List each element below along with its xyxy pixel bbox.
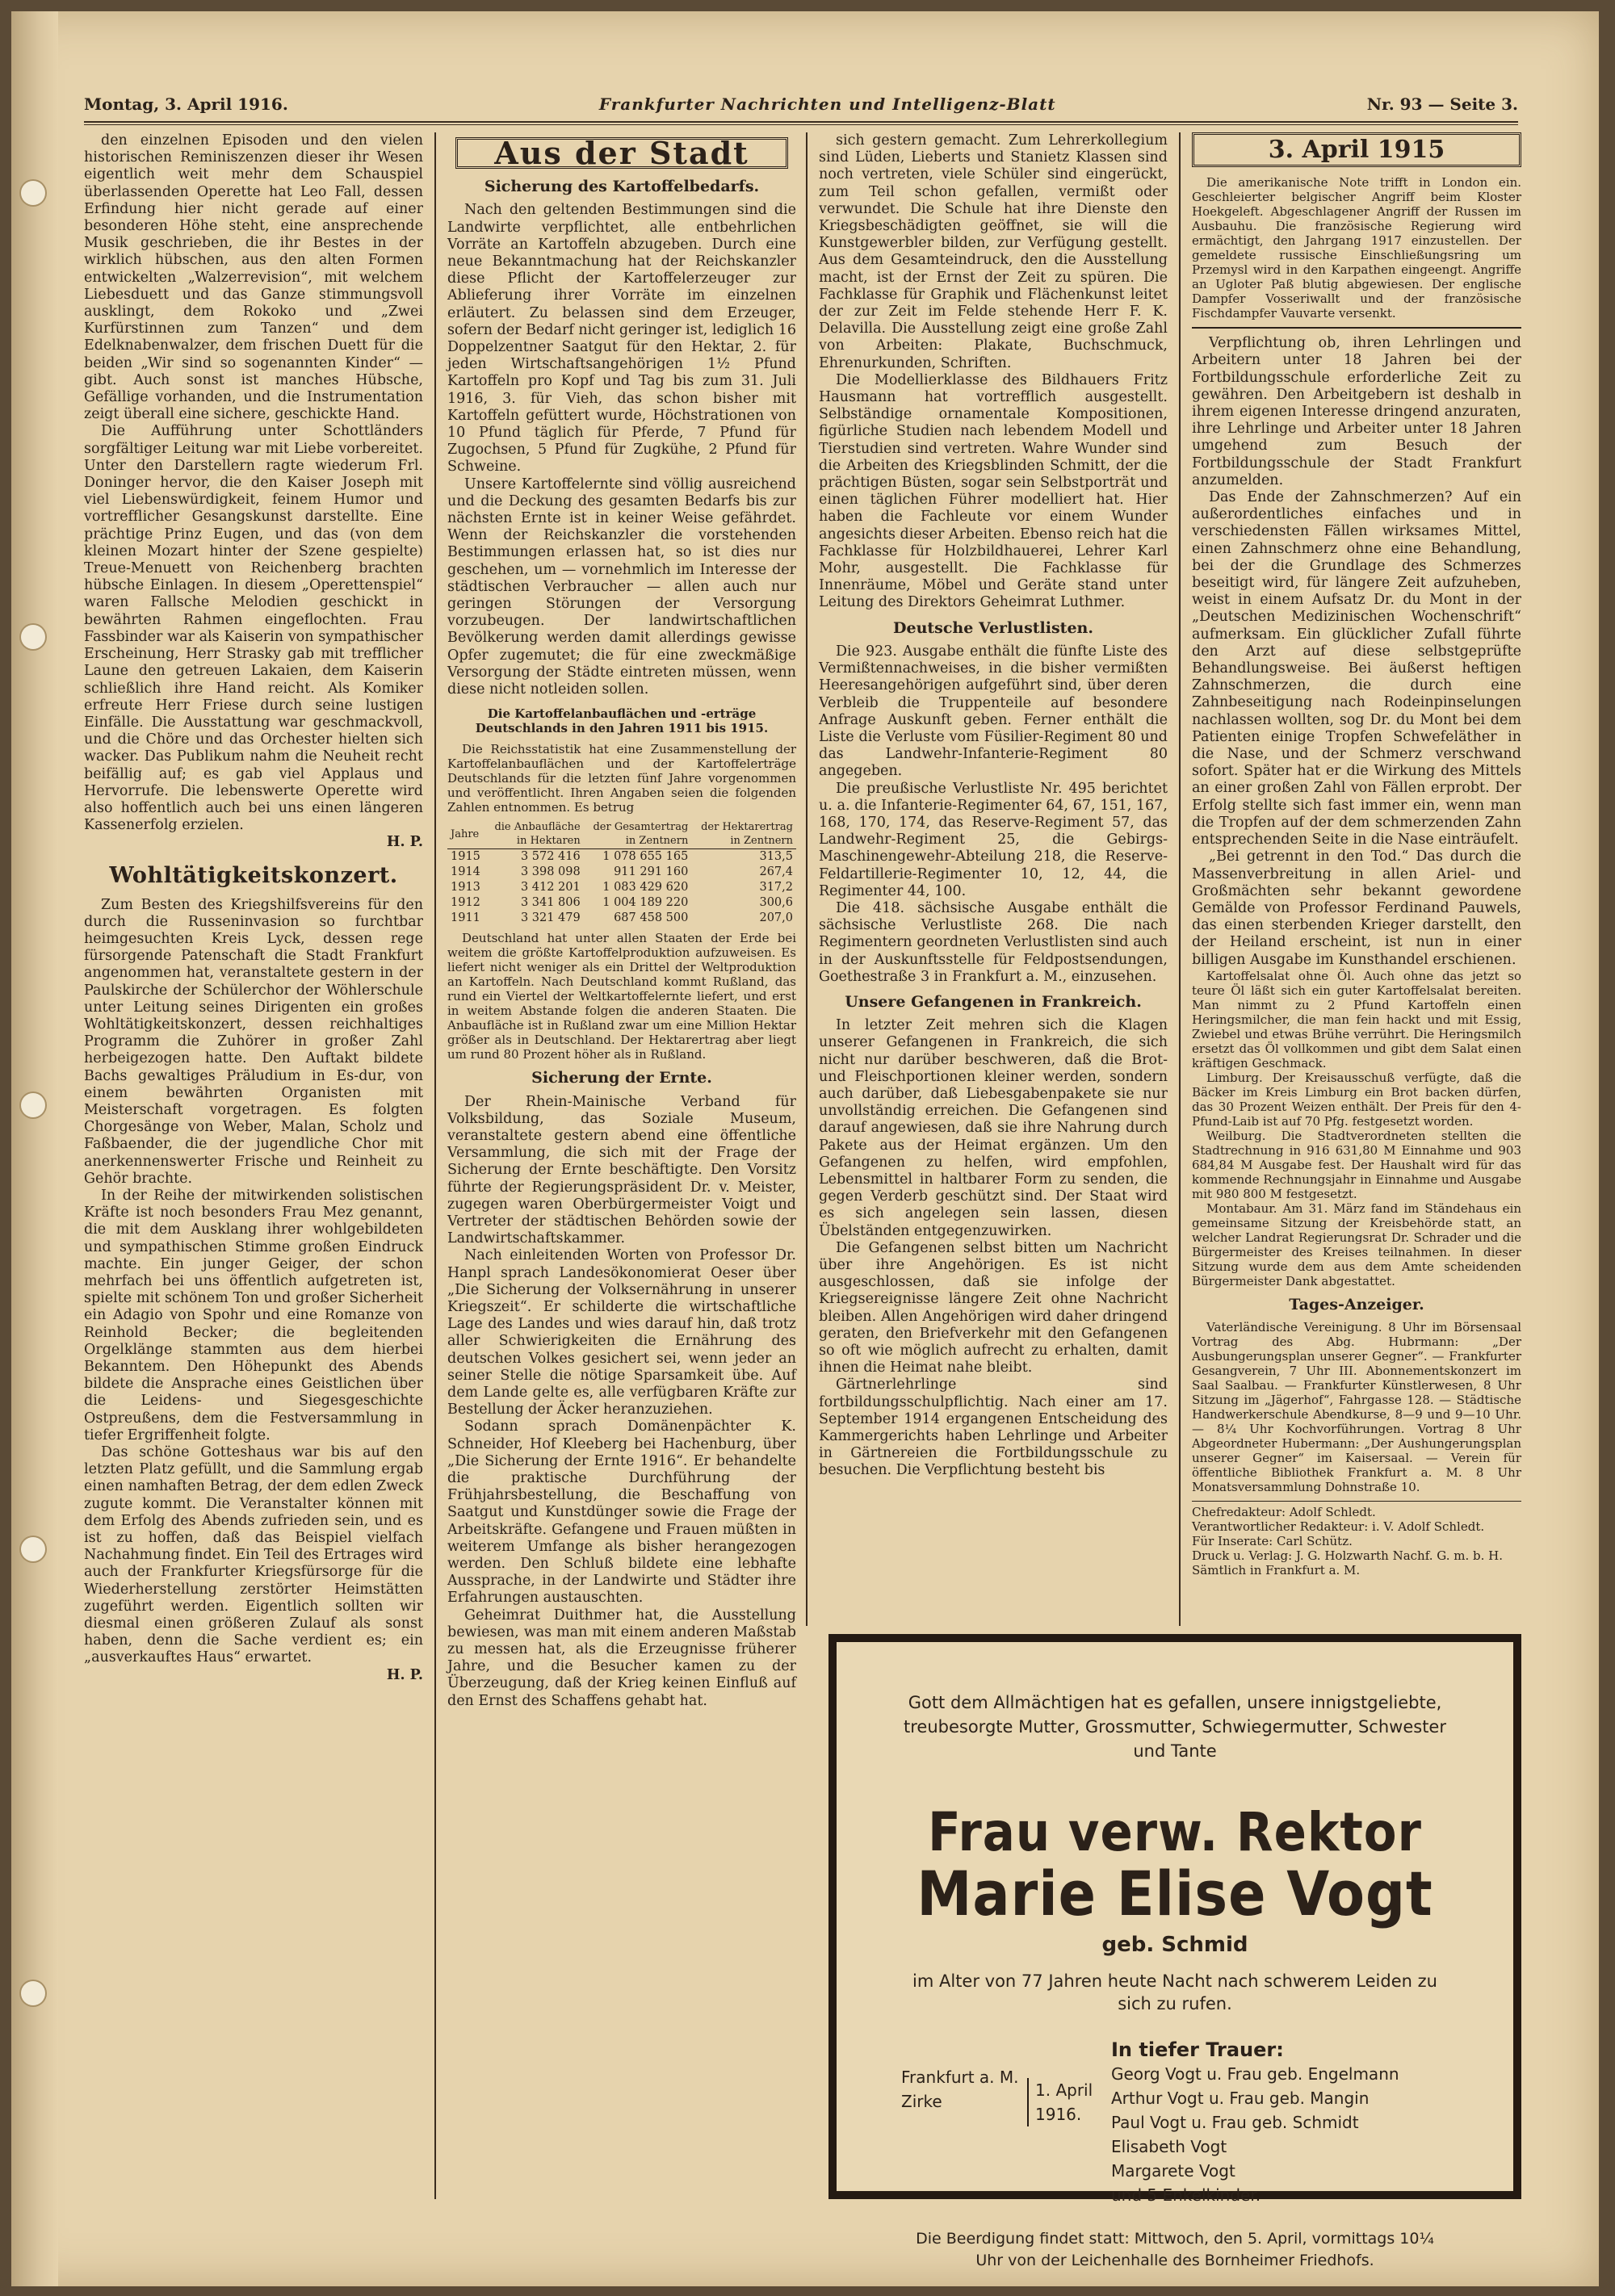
column-2 (447, 132, 796, 1710)
event-listing: Vaterländische Vereinigung. 8 Uhr im Börsensaal Vortrag des Abg. Hubrmann: „Der Ausbungerungsplan unserer Gegner“. — Frankfurter Gesangverein, 7 Uhr III. Abonnementskonzert im Saal Saalbau. — Frankfurter Künstlerwesen, 8 Uhr Sitzung im „Jägerhof“, Fahrgasse 128. — Städtische Handwerkerschule Abendkurse, 8—9 und 9—10 Uhr. — 8¼ Uhr Kochvorführungen. Vortrag 8 Uhr Abgeordneter Hubermann: „Der Aushungerungsplan unserer Gegner“ im Kaisersaal. — Verein für öffentliche Bibliothek Frankfurt a. M. 8 Uhr Monatsversammlung Dohnstraße 10. (1192, 1319, 1521, 1494)
masthead-date: Montag, 3. April 1916. (84, 94, 288, 114)
table-cell: 207,0 (759, 911, 793, 925)
obituary-notice (828, 1634, 1521, 2269)
binding-edge (11, 11, 58, 2286)
maiden-name: geb. Schmid (1101, 1933, 1248, 1957)
headline-deutsche-verlustlisten: Deutsche Verlustlisten. (893, 618, 1093, 637)
headline-tages-anzeiger: Tages-Anzeiger. (1289, 1295, 1424, 1313)
table-cell: 1 078 655 165 (602, 850, 689, 864)
table-cell: 3 341 806 (520, 896, 581, 910)
table-title: Die Kartoffelanbauflächen und -erträge Deutschlands in den Jahren 1911 bis 1915. (475, 706, 769, 736)
mourner: Georg Vogt u. Frau geb. Engelmann (1111, 2064, 1399, 2084)
table-cell: 3 398 098 (520, 865, 581, 879)
local-news-montabaur: Montabaur. Am 31. März fand im Ständehaus ein gemeinsame Sitzung der Kreisbehörde statt, an welcher Landrat Regierungsrat Dr. Schrader und die Bürgermeister des Kreises teilnahmen. In dieser Sitzung wurde dem aus dem Amte scheidenden Bürgermeister Dank abgestattet. (1192, 1200, 1521, 1288)
article-paragraph: „Bei getrennt in den Tod.“ Das durch die Massenverbreitung in allen Ariel- und Großmächten sehr bekannt gewordene Gemälde von Professor Ferdinand Pauwels, das einen sterbenden Krieger darstellt, den der Heiland erscheint, ist nun in einer billigen Ausgabe im Kunsthandel erschienen. (1192, 848, 1521, 968)
deceased-full-name: Marie Elise Vogt (917, 1858, 1433, 1929)
author-signature: H. P. (386, 1666, 423, 1683)
column-1 (84, 132, 423, 1684)
section-header-aus-der-stadt: Aus der Stadt (455, 137, 788, 169)
binding-hole (21, 1537, 45, 1561)
mourners-heading: In tiefer Trauer: (1111, 2038, 1284, 2061)
imprint-line: Für Inserate: Carl Schütz. (1192, 1533, 1353, 1548)
imprint-line: Chefredakteur: Adolf Schledt. (1192, 1504, 1376, 1519)
mourner: Paul Vogt u. Frau geb. Schmidt (1111, 2113, 1359, 2132)
table-cell: 911 291 160 (614, 865, 689, 879)
table-cell: 3 572 416 (520, 850, 581, 864)
deceased-name (901, 1802, 1449, 1928)
headline-gefangene-frankreich: Unsere Gefangenen in Frankreich. (845, 992, 1142, 1011)
headline-kartoffelbedarf: Sicherung des Kartoffelbedarfs. (484, 178, 760, 196)
article-paragraph: sich gestern gemacht. Zum Lehrerkollegium sind Lüden, Lieberts und Stanietz Klassen sind noch vertreten, viele Schüler sind eingerückt, zum Teil schon gefallen, vermißt oder verwundet. Die Schule hat ihre Dienste den Kriegsbeschädigten geöffnet, sie will die Kunstgewerbler bilden, zur Verfügung gestellt. Aus dem Gesamteindruck, den die Ausstellung macht, ist der Ernst der Zeit zu spüren. Die Fachklasse für Graphik und Flächenkunst leitet der zur Zeit im Felde stehende Herr F. K. Delavilla. Die Ausstellung zeigt eine große Zahl von Arbeiten: Plakate, Buchschmuck, Ehrenurkunden, Schriften. (819, 132, 1168, 371)
article-paragraph: Die preußische Verlustliste Nr. 495 berichtet u. a. die Infanterie-Regimenter 64, 67, 151, 167, 168, 170, 174, das Reserve-Regiment 57, das Landwehr-Regiment 25, die Gebirgs-Maschinengewehr-Abteilung 218, die Reserve-Feldartillerie-Regimenter 10, 12, 44, die Regimenter 44, 100. (819, 780, 1168, 899)
headline-wohltaetigkeitskonzert: Wohltätigkeitskonzert. (109, 862, 398, 888)
article-paragraph: In der Reihe der mitwirkenden solistischen Kräfte ist noch besonders Frau Mez genannt, die mit dem Ausklang ihrer wohlgebildeten und sympathischen Stimme großen Eindruck machte. Ein junger Geiger, der schon mehrfach bei uns öffentlich aufgetreten ist, spielte mit schönem Ton und großer Sicherheit ein Adagio von Spohr und eine Romanze von Reinhold Becker; die begleitenden Orgelklänge stammten aus dem hierbei Bekanntem. Den Höhepunkt des Abends bildete die Ansprache eines Geistlichen über die Leidens- und Siegesgeschichte Ostpreußens, dem die Festversammlung in tiefer Ergriffenheit folgte. (84, 1187, 423, 1443)
article-paragraph: Das Ende der Zahnschmerzen? Auf ein außerordentliches einfaches und in verschiedensten Fällen wirksames Mittel, einen Zahnschmerz ohne eine Behandlung, bei der die Grundlage des Schmerzes beseitigt wird, für längere Zeit aufzuheben, weist in einem Aufsatz Dr. du Mont in der „Deutschen Medizinischen Wochenschrift“ aufmerksam. Ein glücklicher Zufall führte den Arzt auf diese selbstgeprüfte Behandlungsweise. Bei äußerst heftigen Zahnschmerzen, die durch eine Zahnbeseitigung nach Rodeinpinselungen nachlassen wollten, sog Dr. du Mont bei dem Patienten einige Tropfen Schwefeläther in die Nase, und der Schmerz verschwand sofort. Später hat er die Wirkung des Mittels an einer großen Zahl von Fällen erprobt. Der Erfolg stellte sich fast immer ein, wenn man die Tropfen auf der dem schmerzenden Zahn entsprechenden Seite in die Nase einträufelt. (1192, 489, 1521, 848)
article-paragraph: Das schöne Gotteshaus war bis auf den letzten Platz gefüllt, und die Sammlung ergab einen namhaften Betrag, der dem edlen Zweck zugute kommt. Die Veranstalter können mit dem Erfolg des Abends zufrieden sein, und es ist zu hoffen, daß das Beispiel vielfach Nachahmung findet. Ein Teil des Ertrages wird auch der Frankfurter Kriegsfürsorge für die Wiederherstellung zerstörter Heimstätten zugeführt werden. Eigentlich sollten wir diesmal einen größeren Zulauf als sonst haben, denn die Sache verdient es; ein „ausverkauftes Haus“ erwartet. (84, 1444, 423, 1666)
article-paragraph: Der Rhein-Mainische Verband für Volksbildung, das Soziale Museum, veranstaltete gestern abend eine öffentliche Versammlung, die sich mit der Frage der Sicherung der Ernte beschäftigte. Den Vorsitz führte der Regierungspräsident Dr. v. Meister, zugegen waren Oberbürgermeister Voigt und Vertreter der städtischen Behörden sowie der Landwirtschaftskammer. (447, 1093, 796, 1247)
imprint-line: Sämtlich in Frankfurt a. M. (1192, 1562, 1361, 1577)
table-cell: 3 412 201 (520, 881, 581, 895)
table-cell: 300,6 (759, 896, 793, 910)
place-zirke: Zirke (901, 2092, 942, 2111)
table-cell: 3 321 479 (520, 911, 581, 925)
imprint-line: Druck u. Verlag: J. G. Holzwarth Nachf. G. m. b. H. (1192, 1548, 1503, 1563)
obituary-age-line: im Alter von 77 Jahren heute Nacht nach schwerem Leiden zu sich zu rufen. (912, 1971, 1437, 2013)
masthead-page-number: Nr. 93 — Seite 3. (1366, 94, 1518, 114)
article-paragraph: Geheimrat Duithmer hat, die Ausstellung bewiesen, was man mit einem anderen Maßstab zu messen hat, als die Erzeugnisse früherer Jahre, und die Besucher kamen zu der Überzeugung, daß der Krieg keinen Einfluß auf den Ernst des Schaffens gehabt hat. (447, 1607, 796, 1709)
table-cell: 267,4 (759, 865, 793, 879)
article-paragraph: Kartoffelsalat ohne Öl. Auch ohne das jetzt so teure Öl läßt sich ein guter Kartoffelsalat bereiten. Man nimmt zu 2 Pfund Kartoffeln einen Heringsmilcher, die man fein hackt und mit Essig, Zwiebel und etwas Brühe verrührt. Die Heringsmilch ersetzt das Öl vollkommen und gibt dem Salat einen kräftigen Geschmack. (1192, 968, 1521, 1070)
table-cell: 1912 (451, 896, 480, 910)
mourner: und 5 Enkelkinder. (1111, 2185, 1261, 2205)
binding-hole (21, 1093, 45, 1117)
masthead-rule (84, 124, 1518, 125)
headline-sicherung-der-ernte: Sicherung der Ernte. (531, 1069, 712, 1087)
table-header-cell: der Hektarertrag in Zentnern (691, 819, 796, 849)
article-paragraph: Die Gefangenen selbst bitten um Nachricht über ihre Angehörigen. Es ist nicht ausgeschlossen, daß sie infolge der Kriegsereignisse längere Zeit ohne Nachricht bleiben. Allen Angehörigen wird daher dringend geraten, den Briefverkehr mit den Gefangenen so oft wie möglich aufrecht zu erhalten, damit ihnen die Heimat nahe bleibt. (819, 1239, 1168, 1376)
imprint-line: Verantwortlicher Redakteur: i. V. Adolf Schledt. (1192, 1519, 1485, 1534)
article-paragraph: In letzter Zeit mehren sich die Klagen unserer Gefangenen in Frankreich, die sich nicht nur darüber beschweren, daß die Brot- und Fleischportionen kleiner werden, sondern auch darüber, daß Liebesgabenpakete sie nur unvollständig erreichen. Die Gefangenen sind darauf angewiesen, daß sie ihre Nahrung durch Pakete aus der Heimat ergänzen. Um den Gefangenen zu helfen, wird empfohlen, Lebensmittel in haltbarer Form zu senden, die gegen Verderb geschützt sind. Der Staat wird es sich angelegen sein lassen, diesen Übelständen entgegenzuwirken. (819, 1017, 1168, 1239)
article-paragraph: Gärtnerlehrlinge sind fortbildungsschulpflichtig. Nach einer am 17. September 1914 ergangenen Entscheidung des Kammergerichts haben Lehrlinge und Arbeiter in Gärtnereien die Fortbildungsschule zu besuchen. Die Verpflichtung besteht bis (819, 1376, 1168, 1479)
column-rule (434, 132, 436, 2199)
table-cell: 1914 (451, 865, 480, 879)
deceased-title: Frau verw. Rektor (928, 1801, 1422, 1863)
article-paragraph: Die Aufführung unter Schottländers sorgfältiger Leitung war mit Liebe vorbereitet. Unter den Darstellern ragte wiederum Frl. Doninger hervor, die den Kaiser Joseph mit viel Liebenswürdigkeit, feinem Humor und vortrefflicher Gesangskunst darstellte. Eine prächtige Prinz Eugen, und das (von dem kleinen Mozart hinter der Szene gespielte) Treue-Menuett von Reichenberg brachten hübsche Einlagen. In diesem „Operettenspiel“ waren Fallsche Melodien geschickt in bewährten Rahmen eingeflochten. Frau Fassbinder war als Kaiserin von sympathischer Erscheinung, Herr Strasky gab mit trefflicher Laune den getreuen Lakaien, dem Kaiserin schließlich ihre Hand reicht. Als Komiker erfreute Herr Friese durch seine lustigen Einfälle. Die Ausstattung war geschmackvoll, und die Chöre und das Orchester hielten sich wacker. Das Publikum nahm die Neuheit recht beifällig auf; es gab viel Applaus und Hervorrufe. Die lebenswerte Operette wird also hoffentlich auch bei uns einen längeren Kassenerfolg erzielen. (84, 423, 423, 834)
masthead-rule (84, 121, 1518, 123)
article-paragraph: Unsere Kartoffelernte sind völlig ausreichend und die Deckung des gesamten Bedarfs bis zur nächsten Ernte ist in keiner Weise gefährdet. Wenn der Reichskanzler die vorstehenden Bestimmungen erlassen hat, so ist dies nur geschehen, um — vornehmlich im Interesse der städtischen Verbraucher — allen auch nur geringen Störungen der Versorgung vorzubeugen. Der landwirtschaftlichen Bevölkerung werden damit allerdings gewisse Opfer zugemutet; die für eine zweckmäßige Versorgung der Städte eintreten müssen, wenn diese nicht notleiden sollen. (447, 476, 796, 698)
article-paragraph: Deutschland hat unter allen Staaten der Erde bei weitem die größte Kartoffelproduktion aufzuweisen. Es liefert nicht weniger als ein Drittel der Weltproduktion an Kartoffeln. Nach Deutschland kommt Rußland, das rund ein Viertel der Weltkartoffelernte liefert, und erst in weitem Abstande folgen die anderen Staaten. Die Anbaufläche ist in Rußland zwar um eine Million Hektar größer als in Deutschland. Der Hektarertrag aber liegt um rund 80 Prozent höher als in Rußland. (447, 931, 796, 1062)
binding-hole (21, 625, 45, 649)
author-signature: H. P. (386, 834, 423, 851)
masthead-title: Frankfurter Nachrichten und Intelligenz-Blatt (598, 94, 1056, 114)
article-paragraph: Sodann sprach Domänenpächter K. Schneider, Hof Kleeberg bei Hachenburg, über „Die Sicherung der Ernte 1916“. Er behandelte die praktische Durchführung der Frühjahrsbestellung, die Beschaffung von Saatgut und Kunstdünger sowie die Frage der Arbeitskräfte. Gefangene und Frauen müßten in weiterem Umfange als bisher herangezogen werden. Den Schluß bildete eine lebhafte Aussprache, in der Landwirte und Städter ihre Erfahrungen austauschten. (447, 1418, 796, 1607)
table-header-cell: die Anbaufläche in Hektaren (484, 819, 584, 849)
obituary-details (901, 2038, 1449, 2207)
imprint (1192, 1501, 1521, 1577)
table-row (447, 911, 796, 926)
table-row (447, 880, 796, 895)
table-cell: 317,2 (759, 881, 793, 895)
table-cell: 313,5 (759, 850, 793, 864)
table-header-row (447, 819, 796, 849)
binding-hole (21, 181, 45, 205)
column-3 (819, 132, 1168, 1480)
article-paragraph: Die 418. sächsische Ausgabe enthält die sächsische Verlustliste 268. Die nach Regimentern geordneten Verlustlisten sind auch in der Auskunftsstelle für Feldpostsendungen, Goethestraße 3 in Frankfurt a. M., einzusehen. (819, 899, 1168, 985)
table-row (447, 895, 796, 911)
table-row (447, 849, 796, 865)
table-intro: Die Reichsstatistik hat eine Zusammenstellung der Kartoffelanbauflächen und der Kartoffelerträge Deutschlands für die letzten fünf Jahre vorgenommen und veröffentlicht. Ihren Angaben seien die folgenden Zahlen entnommen. Es betrug (447, 742, 796, 815)
obituary-place-date (901, 2038, 1111, 2207)
table-cell: 687 458 500 (614, 911, 689, 925)
table-cell: 1915 (451, 850, 480, 864)
article-paragraph: Zum Besten des Kriegshilfsvereins für den durch die Russeninvasion so furchtbar heimgesuchten Kreis Lyck, dessen rege fürsorgende Patenschaft die Stadt Frankfurt angenommen hat, veranstaltete gestern in der Paulskirche der Schülerchor der Wöhlerschule unter Leitung seines Dirigenten ein großes Wohltätigkeitskonzert, dessen reichhaltiges Programm die Zuhörer in großer Zahl herbeigezogen hatte. Den Auftakt bildete Bachs gewaltiges Präludium in Es-dur, von einem bewährten Organisten mit Meisterschaft vorgetragen. Es folgten Chorgesänge von Weber, Malan, Scholz und Faßbaender, die der jugendliche Chor mit anerkennenswerter Frische und Reinheit zu Gehör brachte. (84, 896, 423, 1187)
table-cell: 1913 (451, 881, 480, 895)
potato-yield-table (447, 819, 796, 926)
table-row (447, 865, 796, 880)
table-cell: 1 083 429 620 (602, 881, 689, 895)
table-header-cell: der Gesamtertrag in Zentnern (584, 819, 692, 849)
table-cell: 1 004 189 220 (602, 896, 689, 910)
article-paragraph: Nach den geltenden Bestimmungen sind die Landwirte verpflichtet, alle entbehrlichen Vorräte an Kartoffeln abzugeben. Durch eine neue Bekanntmachung hat der Reichskanzler diese Pflicht der Kartoffelerzeuger zur Ablieferung ihrer Vorräte im einzelnen erläutert. Zu belassen sind dem Erzeuger, sofern der Bedarf nicht geringer ist, lediglich 16 Doppelzentner Saatgut für den Hektar, 2. für jeden Wirtschaftsangehörigen 1½ Pfund Kartoffeln pro Kopf und Tag bis zum 31. Juli 1916, 3. für Vieh, das schon bisher mit Kartoffeln gefüttert wurde, Höchstrationen von 10 Pfund täglich für Pferde, 7 Pfund für Zugochsen, 5 Pfund für Zugkühe, 2 Pfund für Schweine. (447, 202, 796, 476)
article-paragraph: Die 923. Ausgabe enthält die fünfte Liste des Vermißtennachweises, in die bisher vermißten Heeresangehörigen aufgeführt sind, über deren Verbleib die Truppenteile auf besondere Anfrage Auskunft geben. Ferner enthält die Liste die Verluste vom Füsilier-Regiment 80 und das Landwehr-Infanterie-Regiment 80 angegeben. (819, 643, 1168, 780)
table-cell: 1911 (451, 911, 480, 925)
date-text: 1. April 1916. (1027, 2078, 1111, 2126)
local-news-weilburg: Weilburg. Die Stadtverordneten stellten die Stadtrechnung in 916 631,80 M Einnahme und 903 684,84 M Ausgabe fest. Der Haushalt wird für das kommende Rechnungsjahr in Einnahme und Ausgabe mit 980 800 M festgesetzt. (1192, 1128, 1521, 1201)
mourners-list (1111, 2038, 1449, 2207)
mourner: Arthur Vogt u. Frau geb. Mangin (1111, 2089, 1370, 2108)
obituary-date (1022, 2078, 1111, 2126)
war-chronicle: Die amerikanische Note trifft in London ein. Geschleierter belgischer Angriff beim Kloster Hoekgeleft. Abgeschlagener Angriff der Russen im Ausbauhu. Die französische Regierung wird ermächtigt, den Jahrgang 1917 einzustellen. Der gemeldete russische Einschließungsring um Przemysl wird in den Karpathen eingeengt. Angriffe an Ugloter Paß blutig abgewiesen. Der englische Dampfer Vosseriwallt und der französische Fischdampfer Vauvarte versenkt. (1192, 175, 1521, 329)
funeral-notice: Die Beerdigung findet statt: Mittwoch, den 5. April, vormittags 10¼ Uhr von der Leichenhalle des Bornheimer Friedhofs. (916, 2230, 1434, 2269)
local-news-limburg: Limburg. Der Kreisausschuß verfügte, daß die Bäcker im Kreis Limburg ein Brot backen dürfen, das 30 Prozent Weizen enthält. Der Preis für den 4-Pfund-Laib ist auf 70 Pfg. festgesetzt worden. (1192, 1070, 1521, 1129)
place-frankfurt: Frankfurt a. M. (901, 2068, 1019, 2087)
mourner: Margarete Vogt (1111, 2161, 1235, 2181)
mourner: Elisabeth Vogt (1111, 2137, 1227, 2156)
obituary-intro: Gott dem Allmächtigen hat es gefallen, unsere innigstgeliebte, treubesorgte Mutter, Grossmutter, Schwiegermutter, Schwester und Tante (904, 1693, 1446, 1761)
binding-hole (21, 1981, 45, 2005)
article-paragraph: Nach einleitenden Worten von Professor Dr. Hanpl sprach Landesökonomierat Oeser über „Die Sicherung der Volksernährung in unserer Kriegszeit“. Er schilderte die wirtschaftliche Lage des Landes und wies darauf hin, daß trotz aller Schwierigkeiten die Ernährung des deutschen Volkes gesichert sei, wenn jeder an seiner Stelle die nötige Sparsamkeit übe. Auf dem Lande gelte es, alle verfügbaren Kräfte zur Bestellung der Äcker heranzuziehen. (447, 1247, 796, 1418)
date-box-header: 3. April 1915 (1192, 132, 1521, 167)
newspaper-page (11, 11, 1599, 2286)
article-paragraph: Verpflichtung ob, ihren Lehrlingen und Arbeitern unter 18 Jahren bei der Fortbildungsschule erforderliche Zeit zu gewähren. Den Arbeitgebern ist deshalb in ihrem eigenen Interesse dringend anzuraten, ihre Lehrlinge und Arbeiter unter 18 Jahren umgehend zum Besuch der Fortbildungsschule der Stadt Frankfurt anzumelden. (1192, 335, 1521, 488)
column-4 (1192, 132, 1521, 1577)
column-rule (806, 132, 808, 1626)
column-rule (1179, 132, 1181, 1626)
table-header-cell: Jahre (447, 819, 484, 849)
article-paragraph: den einzelnen Episoden und den vielen historischen Reminiszenzen dieser ihr Wesen eigentlich weit mehr dem Schauspiel überlassenden Operette hat Leo Fall, dessen Erfindung hier nicht gerade auf einer besonderen Höhe steht, eine ansprechende Musik geschrieben, die ihr Bestes in der wirklich hübschen, aus den alten Formen entwickelten „Walzerrevision“, mit welchem Liebesduett und das Ganze stimmungsvoll ausklingt, dem Rokoko und „Zwei Kurfürstinnen zum Tanzen“ und dem Edelknabenwalzer, dem frischen Duett für die beiden „Wir sind so sogenannten Kinder“ — gibt. Auch sonst ist manches Hübsche, Gefällige vorhanden, und die Instrumentation zeigt überall eine sichere, geschickte Hand. (84, 132, 423, 423)
article-paragraph: Die Modellierklasse des Bildhauers Fritz Hausmann hat vortrefflich ausgestellt. Selbständige ornamentale Kompositionen, figürliche Studien nach lebendem Modell und Tierstudien sind vertreten. Wahre Wunder sind die Arbeiten des Kriegsblinden Schmitt, der die prächtigen Büsten, sogar sein Selbstporträt und einen täglichen Führer modelliert hat. Hier haben die Fachleute vor einem Wunder angesichts dieser Arbeiten. Ebenso reich hat die Fachklasse für Holzbildhauerei, Lehrer Karl Mohr, ausgestellt. Die Fachklasse für Innenräume, Möbel und Geräte stand unter Leitung des Direktors Geheimrat Luthmer. (819, 371, 1168, 611)
masthead (84, 94, 1518, 115)
